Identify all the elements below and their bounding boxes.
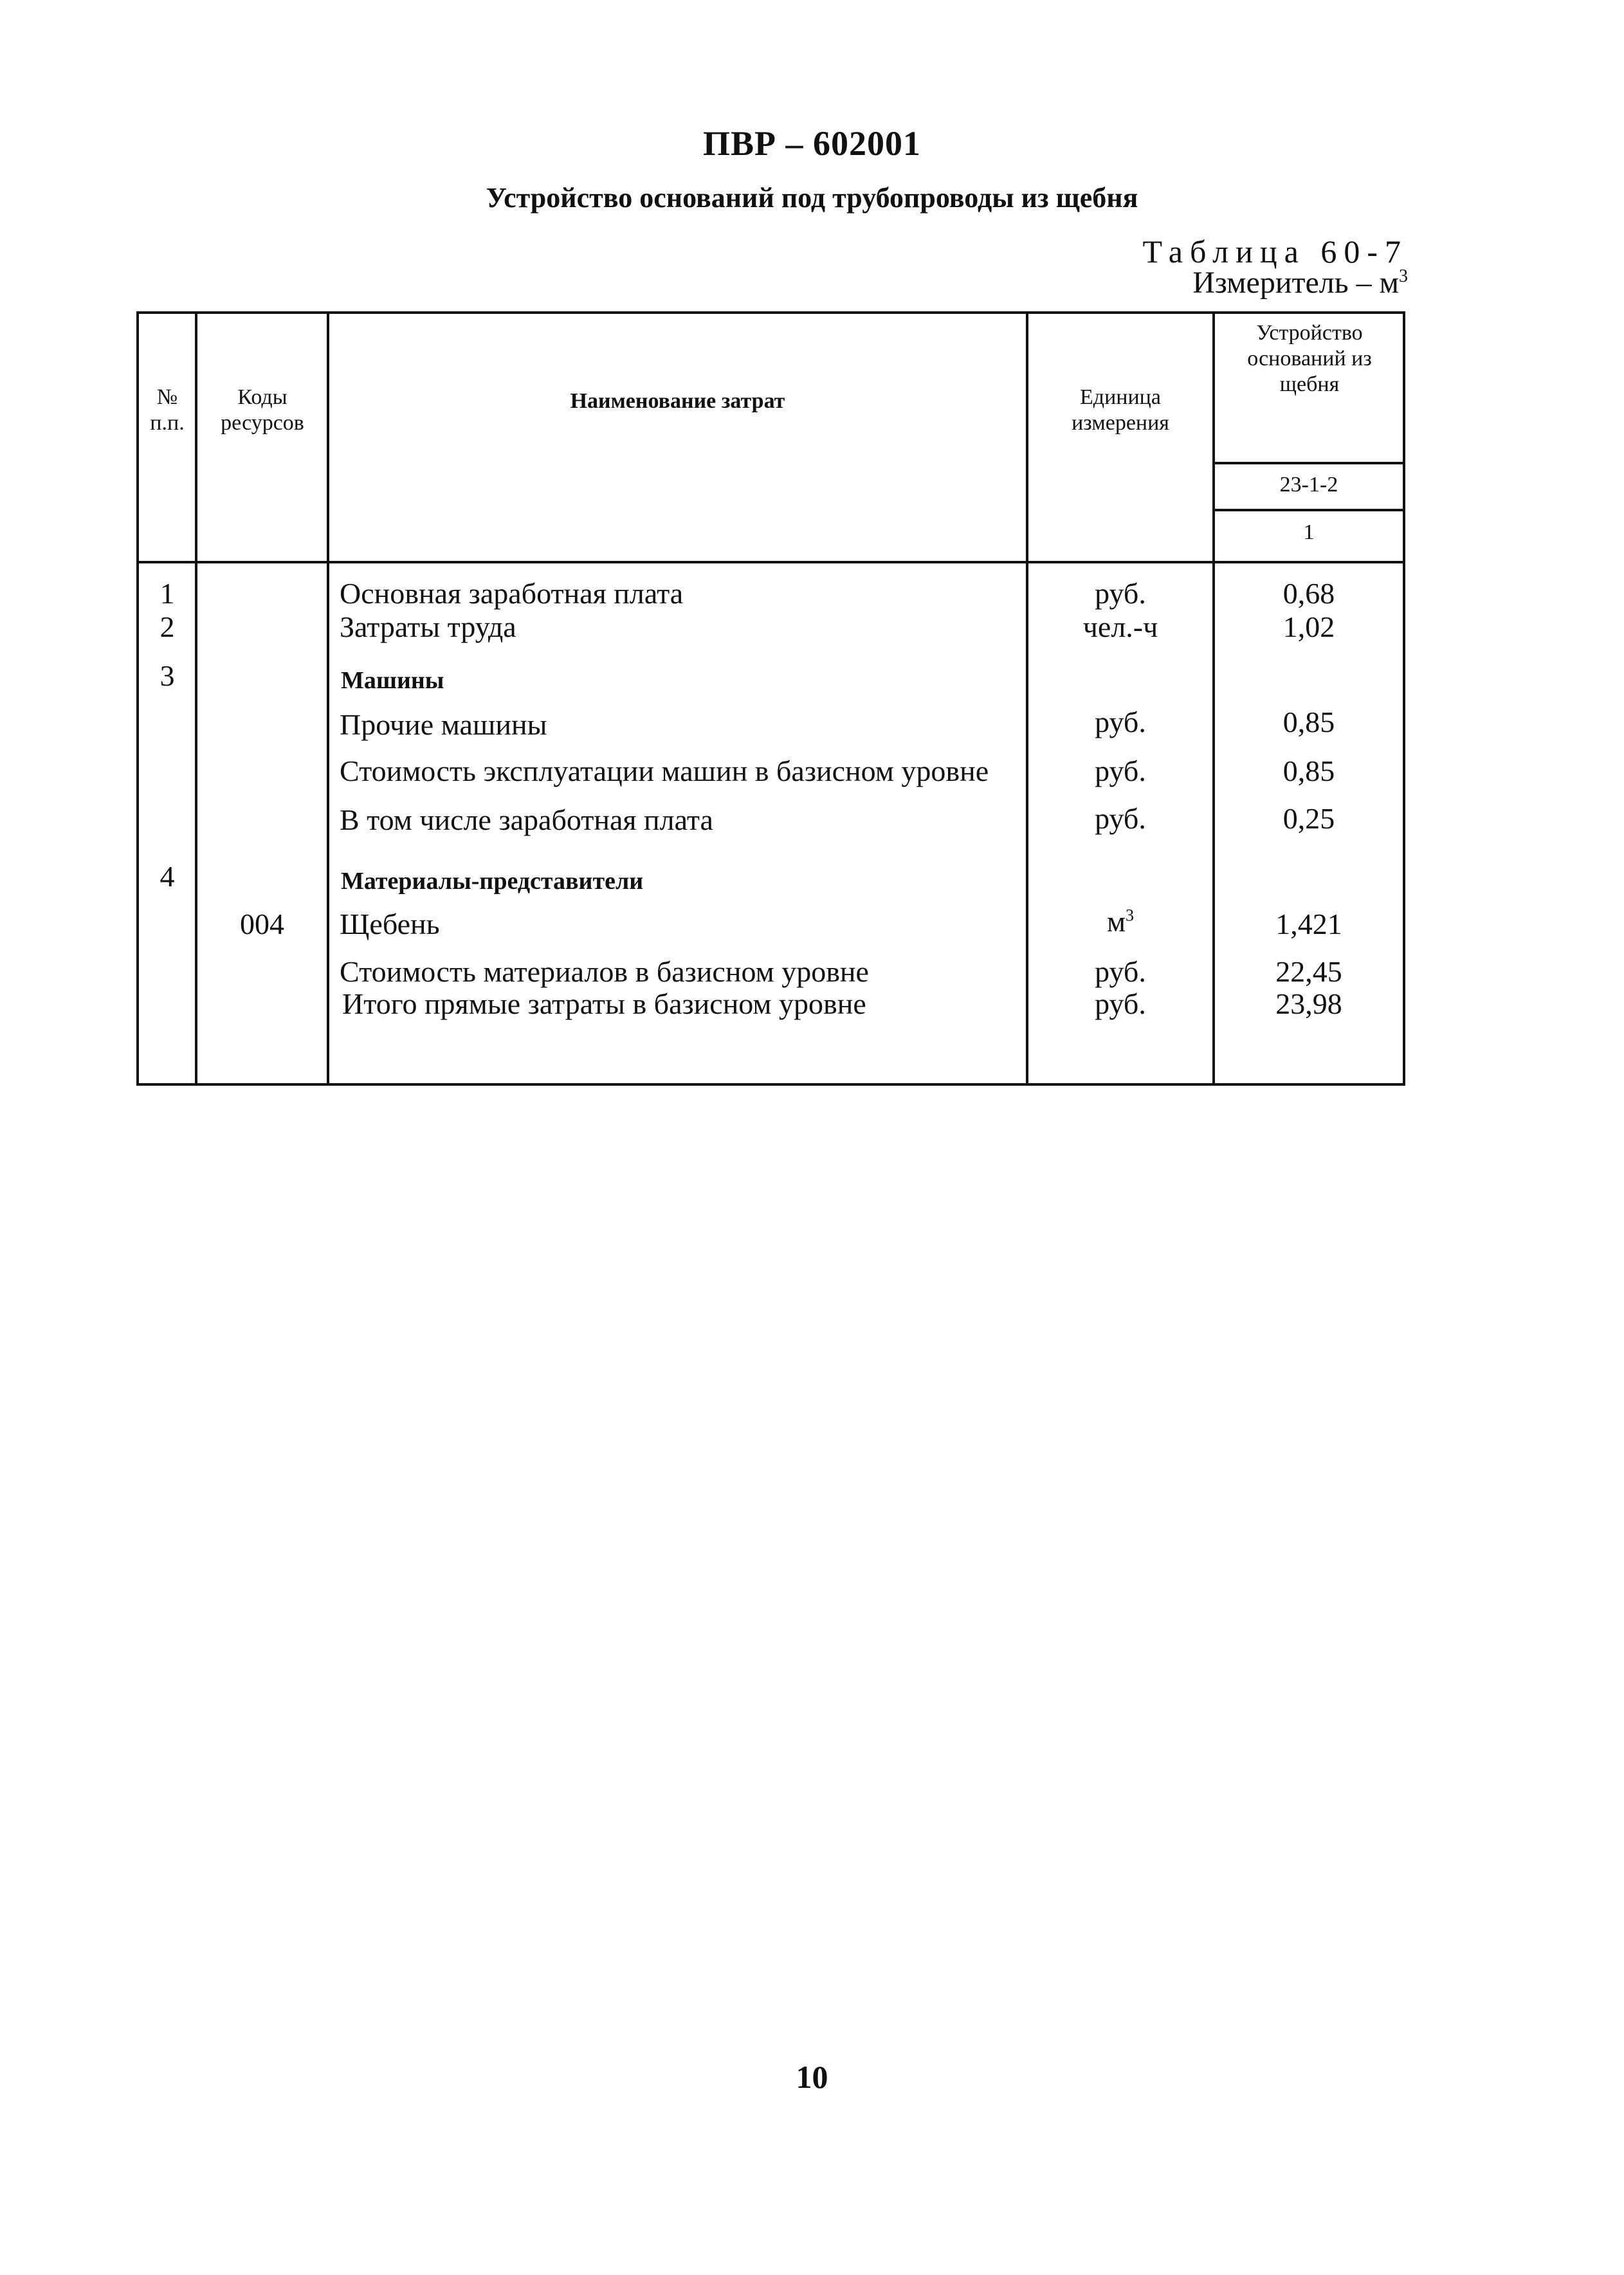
meter-label-text: Измеритель – м bbox=[1192, 266, 1399, 300]
header-work: Устройство оснований из щебня bbox=[1247, 321, 1372, 396]
work-code-top-border bbox=[1212, 462, 1405, 464]
row-value: 0,85 bbox=[1282, 706, 1335, 738]
table-left-border bbox=[136, 311, 139, 1086]
row-unit: чел.-ч bbox=[1082, 610, 1158, 643]
row-num: 2 bbox=[160, 610, 175, 643]
row-name: Основная заработная плата bbox=[340, 577, 684, 610]
row-unit-sup: 3 bbox=[1126, 906, 1135, 925]
row-name: В том числе заработная плата bbox=[340, 803, 713, 836]
row-name: Итого прямые затраты в базисном уровне bbox=[342, 987, 866, 1020]
row-value: 1,02 bbox=[1282, 610, 1335, 643]
document-code: ПВР – 602001 bbox=[702, 124, 921, 163]
row-name: Стоимость эксплуатации машин в базисном уровне bbox=[340, 754, 989, 787]
row-value: 22,45 bbox=[1275, 955, 1342, 988]
row-name: Прочие машины bbox=[340, 708, 547, 741]
row-num: 1 bbox=[160, 577, 175, 610]
header-work-col: 1 bbox=[1303, 520, 1315, 544]
header-work-code: 23-1-2 bbox=[1279, 473, 1338, 497]
row-unit bbox=[1028, 904, 1212, 938]
row-value: 1,421 bbox=[1275, 908, 1342, 940]
row-num: 3 bbox=[160, 659, 175, 692]
meter-label-sup: 3 bbox=[1399, 266, 1408, 286]
row-unit: руб. bbox=[1095, 802, 1146, 835]
work-col-top-border bbox=[1212, 509, 1405, 511]
row-code: 004 bbox=[240, 908, 284, 940]
row-unit: руб. bbox=[1095, 754, 1146, 787]
row-name: Стоимость материалов в базисном уровне bbox=[340, 955, 869, 988]
row-unit-text: м bbox=[1106, 905, 1126, 938]
header-codes: Коды ресурсов bbox=[221, 385, 304, 435]
row-name: Затраты труда bbox=[340, 610, 516, 643]
row-unit: руб. bbox=[1095, 706, 1146, 738]
row-name: Щебень bbox=[340, 908, 440, 940]
divider-codes-name bbox=[327, 311, 329, 1086]
meter-label bbox=[1192, 265, 1408, 300]
row-section-name: Материалы-представители bbox=[341, 868, 644, 895]
table-label: Таблица 60-7 bbox=[1142, 233, 1408, 270]
row-value: 0,68 bbox=[1282, 577, 1335, 610]
header-num: № п.п. bbox=[150, 385, 185, 435]
row-value: 23,98 bbox=[1275, 987, 1342, 1020]
divider-num-codes bbox=[195, 311, 197, 1086]
row-num: 4 bbox=[160, 860, 175, 893]
row-unit: руб. bbox=[1095, 577, 1146, 610]
row-unit: руб. bbox=[1095, 955, 1146, 988]
row-value: 0,25 bbox=[1282, 802, 1335, 835]
row-unit: руб. bbox=[1095, 987, 1146, 1020]
row-value: 0,85 bbox=[1282, 754, 1335, 787]
header-name: Наименование затрат bbox=[570, 389, 785, 413]
row-section-name: Машины bbox=[341, 667, 444, 694]
page-number: 10 bbox=[796, 2059, 828, 2095]
document-title: Устройство оснований под трубопроводы из щебня bbox=[486, 182, 1138, 214]
header-unit: Единица измерения bbox=[1072, 385, 1169, 435]
table-right-border bbox=[1403, 311, 1405, 1086]
